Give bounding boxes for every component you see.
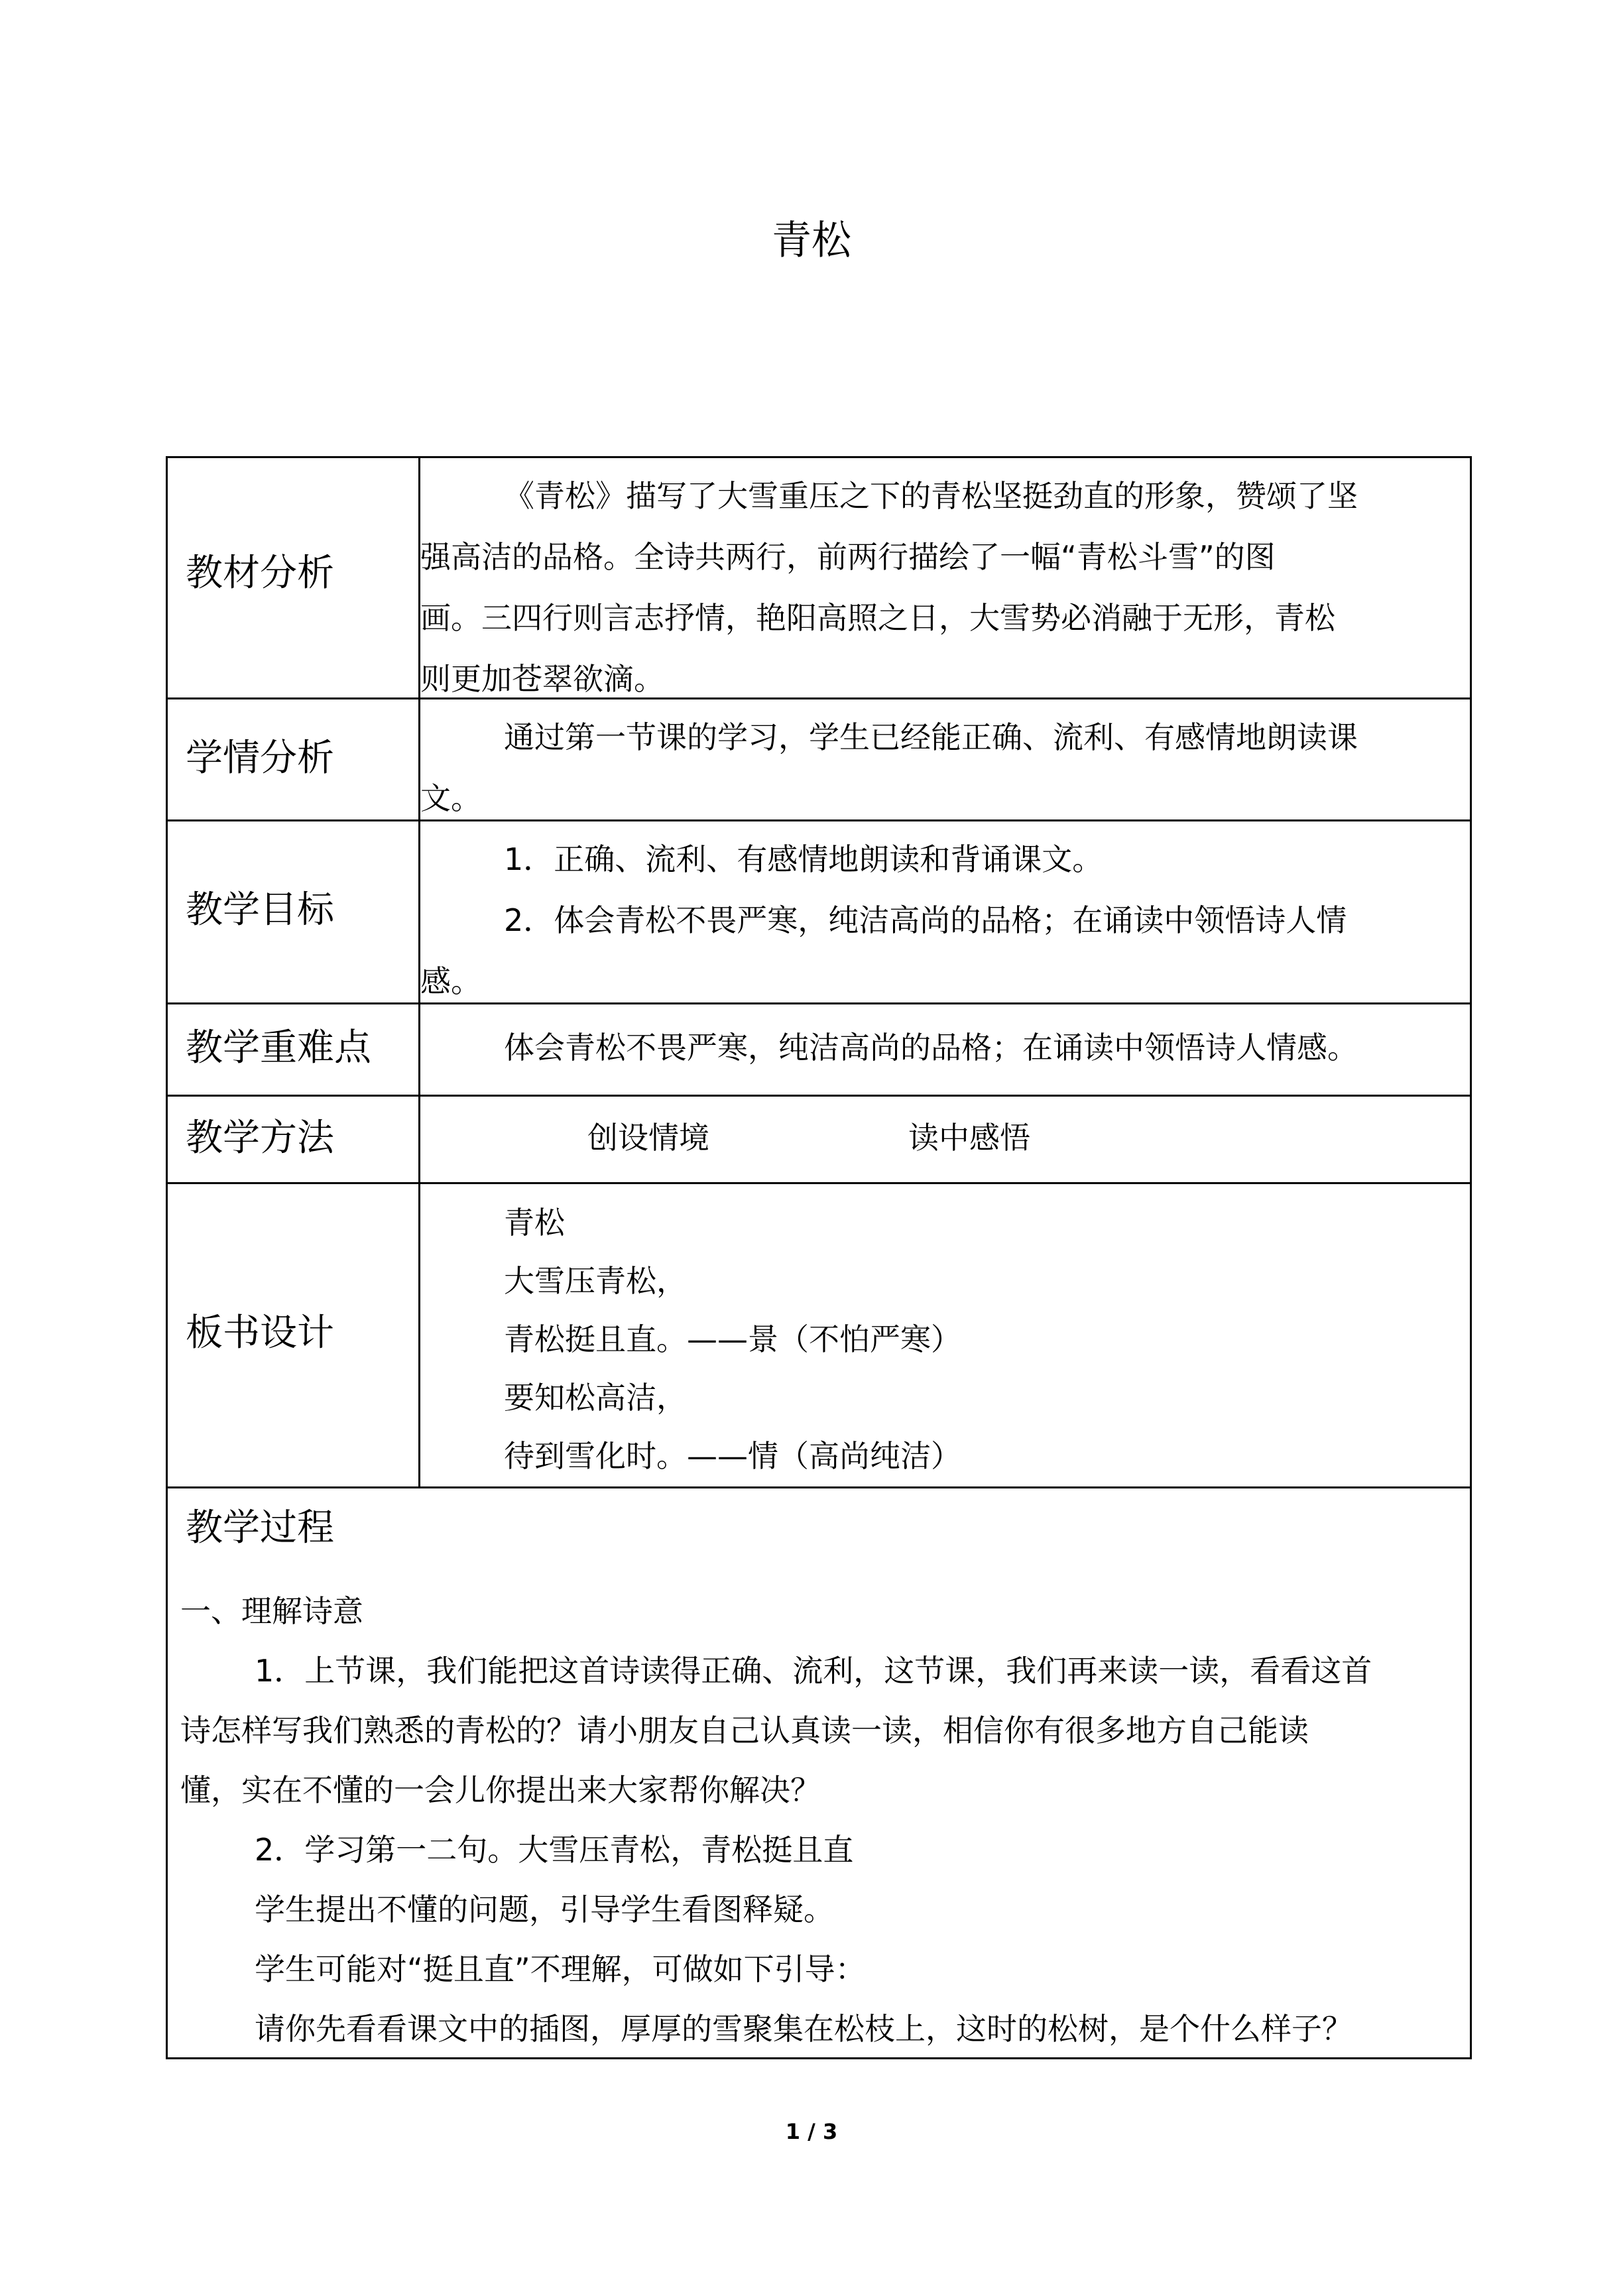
row-label-textbook-analysis: 教材分析: [186, 552, 334, 595]
row-label-teaching-goals: 教学目标: [186, 888, 334, 932]
text-line: 1．上节课，我们能把这首诗读得正确、流利，这节课，我们再来读一读，看看这首: [255, 1653, 1372, 1689]
student-analysis-content: [420, 707, 1468, 829]
text-line: 懂，实在不懂的一会儿你提出来大家帮你解决？: [180, 1772, 821, 1808]
teaching-methods-content: [420, 1107, 1468, 1168]
text-line: 通过第一节课的学习，学生已经能正确、流利、有感情地朗读课: [504, 719, 1358, 755]
text-line: 体会青松不畏严寒，纯洁高尚的品格；在诵读中领悟诗人情感。: [504, 1030, 1358, 1065]
text-line: 画。三四行则言志抒情，艳阳高照之日，大雪势必消融于无形，青松: [420, 600, 1335, 636]
board-line: 要知松高洁，: [504, 1380, 687, 1416]
row-divider: [166, 1095, 1472, 1097]
method-item: 创设情境: [587, 1120, 709, 1156]
text-line: 请你先看看课文中的插图，厚厚的雪聚集在松枝上，这时的松树，是个什么样子？: [255, 2011, 1352, 2047]
page-number: 1 / 3: [785, 2119, 838, 2144]
row-label-key-difficulties: 教学重难点: [186, 1026, 371, 1069]
text-line: 1．正确、流利、有感情地朗读和背诵课文。: [504, 841, 1103, 877]
board-line: 青松挺且直。——景（不怕严寒）: [504, 1321, 961, 1357]
method-item: 读中感悟: [908, 1120, 1030, 1156]
row-label-board-design: 板书设计: [186, 1311, 334, 1355]
process-heading: 教学过程: [186, 1506, 334, 1549]
text-line: 2．学习第一二句。大雪压青松，青松挺且直: [255, 1832, 854, 1868]
text-line: 学生可能对“挺且直”不理解，可做如下引导：: [255, 1951, 866, 1987]
page-title: 青松: [772, 217, 851, 264]
row-label-student-analysis: 学情分析: [186, 737, 334, 780]
text-line: [420, 1107, 1468, 1168]
board-design-content: [420, 1193, 1468, 1485]
board-line: 青松: [504, 1205, 565, 1240]
section-heading: 一、理解诗意: [180, 1593, 363, 1629]
text-line: 强高洁的品格。全诗共两行，前两行描绘了一幅“青松斗雪”的图: [420, 539, 1276, 575]
board-line: 大雪压青松，: [504, 1263, 687, 1299]
text-line: 诗怎样写我们熟悉的青松的？请小朋友自己认真读一读，相信你有很多地方自己能读: [180, 1713, 1309, 1748]
process-content: [180, 1581, 1467, 2059]
text-line: 则更加苍翠欲滴。: [420, 661, 664, 697]
text-line: 《青松》描写了大雪重压之下的青松坚挺劲直的形象，赞颂了坚: [504, 478, 1358, 514]
teaching-goals-content: [420, 829, 1468, 1012]
board-line: 待到雪化时。——情（高尚纯洁）: [504, 1438, 961, 1474]
key-difficulties-content: [420, 1017, 1468, 1078]
textbook-analysis-content: [420, 465, 1468, 709]
text-line: 感。: [420, 963, 481, 999]
row-divider: [166, 1182, 1472, 1184]
text-line: 文。: [420, 780, 481, 816]
row-divider: [166, 1486, 1472, 1488]
text-line: 学生提出不懂的问题，引导学生看图释疑。: [255, 1892, 834, 1927]
text-line: 2．体会青松不畏严寒，纯洁高尚的品格；在诵读中领悟诗人情: [504, 902, 1347, 938]
row-label-teaching-methods: 教学方法: [186, 1117, 334, 1160]
